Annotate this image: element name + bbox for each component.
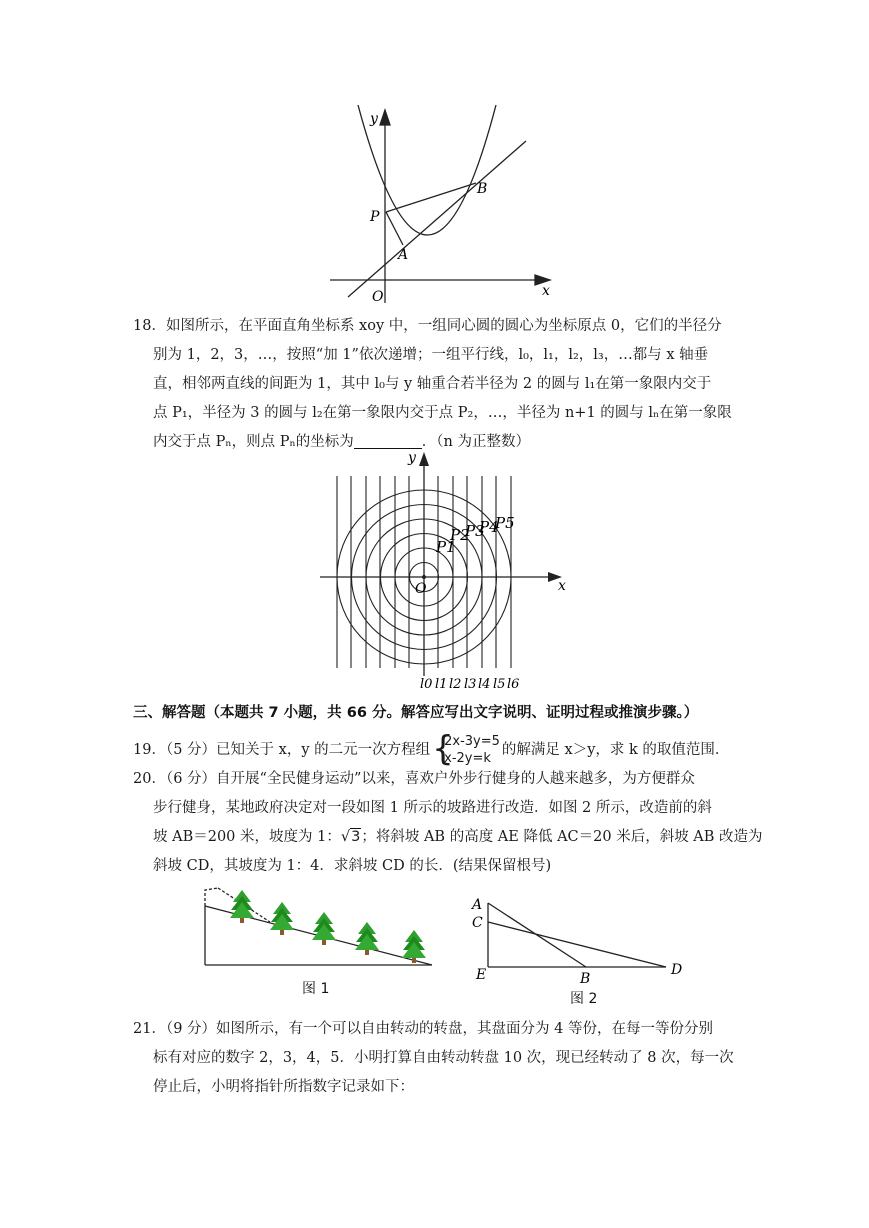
triangle-figure xyxy=(466,893,696,985)
point-p3-label: P3 xyxy=(465,522,485,540)
line-l1-label: l1 xyxy=(435,677,448,692)
tree-icon xyxy=(270,902,294,935)
q20-line4: 斜坡 CD，其坡度为 1：4．求斜坡 CD 的长．(结果保留根号) xyxy=(153,858,552,874)
q18-line4: 点 P₁，半径为 3 的圆与 l₂在第一象限内交于点 P₂，…，半径为 n+1 的圆与 lₙ在第一象限 xyxy=(153,405,732,421)
point-a-label: A xyxy=(472,897,483,913)
equation-2: x-2y=k xyxy=(444,751,491,766)
q21-line1: 21．（9 分）如图所示，有一个可以自由转动的转盘，其盘面分为 4 等份，在每一等份分别 xyxy=(133,1021,713,1037)
trees xyxy=(230,890,426,963)
q18-line3: 直，相邻两直线的间距为 1，其中 l₀与 y 轴重合若半径为 2 的圆与 l₁在第一象限内交于 xyxy=(153,376,712,392)
x-axis-label: x xyxy=(558,578,566,594)
q18-line5-b: ．（n 为正整数） xyxy=(421,434,530,450)
q18-line2: 别为 1，2，3，…，按照“加 1”依次递增；一组平行线，l₀，l₁，l₂，l₃，…都与 x 轴垂 xyxy=(153,347,709,363)
point-b-label: B xyxy=(477,181,488,197)
tree-icon xyxy=(312,912,336,945)
y-axis-arrow xyxy=(419,452,429,466)
q20-line3-a: 坡 AB＝200 米，坡度为 1： xyxy=(153,829,341,845)
q18-line5-a: 内交于点 Pₙ，则点 Pₙ的坐标为 xyxy=(153,434,354,450)
segment-cd xyxy=(488,922,666,967)
point-p5-label: P5 xyxy=(495,514,515,532)
point-p1-label: P1 xyxy=(436,538,456,556)
q21-line2: 标有对应的数字 2，3，4，5．小明打算自由转动转盘 10 次，现已经转动了 8 次，每一次 xyxy=(153,1050,734,1066)
y-axis-label: y xyxy=(408,450,416,466)
figure-1-caption: 图 1 xyxy=(302,981,330,997)
brace-icon: { xyxy=(432,729,454,769)
figure-2-caption: 图 2 xyxy=(570,991,598,1007)
point-a-label: A xyxy=(398,247,409,263)
q19-suffix: 的解满足 x＞y，求 k 的取值范围． xyxy=(501,742,730,758)
concentric-circles-figure xyxy=(312,448,574,694)
point-c-label: C xyxy=(472,915,483,931)
section-heading: 三、解答题（本题共 7 小题，共 66 分。解答应写出文字说明、证明过程或推演步骤。） xyxy=(133,705,699,721)
line-l4-label: l4 xyxy=(478,677,491,692)
parabola-figure xyxy=(320,105,560,305)
equation-1: 2x-3y=5 xyxy=(444,734,500,749)
line-l5-label: l5 xyxy=(493,677,506,692)
x-axis-label: x xyxy=(542,283,550,299)
point-p-label: P xyxy=(370,209,380,225)
point-b-label: B xyxy=(580,971,591,985)
equation-system xyxy=(432,729,500,769)
q18-line1: 18．如图所示，在平面直角坐标系 xoy 中，一组同心圆的圆心为坐标原点 0，它们的半径分 xyxy=(133,318,722,334)
sqrt-symbol: √3 xyxy=(340,829,361,845)
origin-label: O xyxy=(372,289,384,305)
line-l3-label: l3 xyxy=(464,677,477,692)
y-axis-label: y xyxy=(370,111,378,127)
question-21 xyxy=(133,1015,734,1102)
sqrt-radicand: 3 xyxy=(351,829,361,845)
q20-line3-b: ；将斜坡 AB 的高度 AE 降低 AC＝20 米后，斜坡 AB 改造为 xyxy=(361,829,763,845)
question-19 xyxy=(133,729,730,769)
point-e-label: E xyxy=(476,967,487,983)
removed-top-dashed xyxy=(205,888,218,906)
line-l6-label: l6 xyxy=(507,677,520,692)
point-p4-label: P4 xyxy=(479,518,499,536)
answer-blank xyxy=(354,432,422,449)
question-18 xyxy=(133,312,732,457)
line-l2-label: l2 xyxy=(449,677,462,692)
q21-line3: 停止后，小明将指针所指数字记录如下： xyxy=(153,1079,414,1095)
origin-label: O xyxy=(415,581,427,597)
q19-prefix: 19．（5 分）已知关于 x，y 的二元一次方程组 xyxy=(133,742,431,758)
point-d-label: D xyxy=(671,962,683,978)
line-l0-label: l0 xyxy=(420,677,433,692)
q20-line1: 20．（6 分）自开展“全民健身运动”以来，喜欢户外步行健身的人越来越多，为方便群众 xyxy=(133,771,695,787)
segment-pa xyxy=(386,212,403,245)
point-p2-label: P2 xyxy=(450,526,470,544)
origin-dot xyxy=(422,575,426,579)
q20-line2: 步行健身，某地政府决定对一段如图 1 所示的坡路进行改造．如图 2 所示，改造前的斜 xyxy=(153,800,712,816)
y-axis-arrow xyxy=(380,110,390,125)
question-20 xyxy=(133,765,763,881)
slope-with-trees-figure xyxy=(200,884,436,970)
